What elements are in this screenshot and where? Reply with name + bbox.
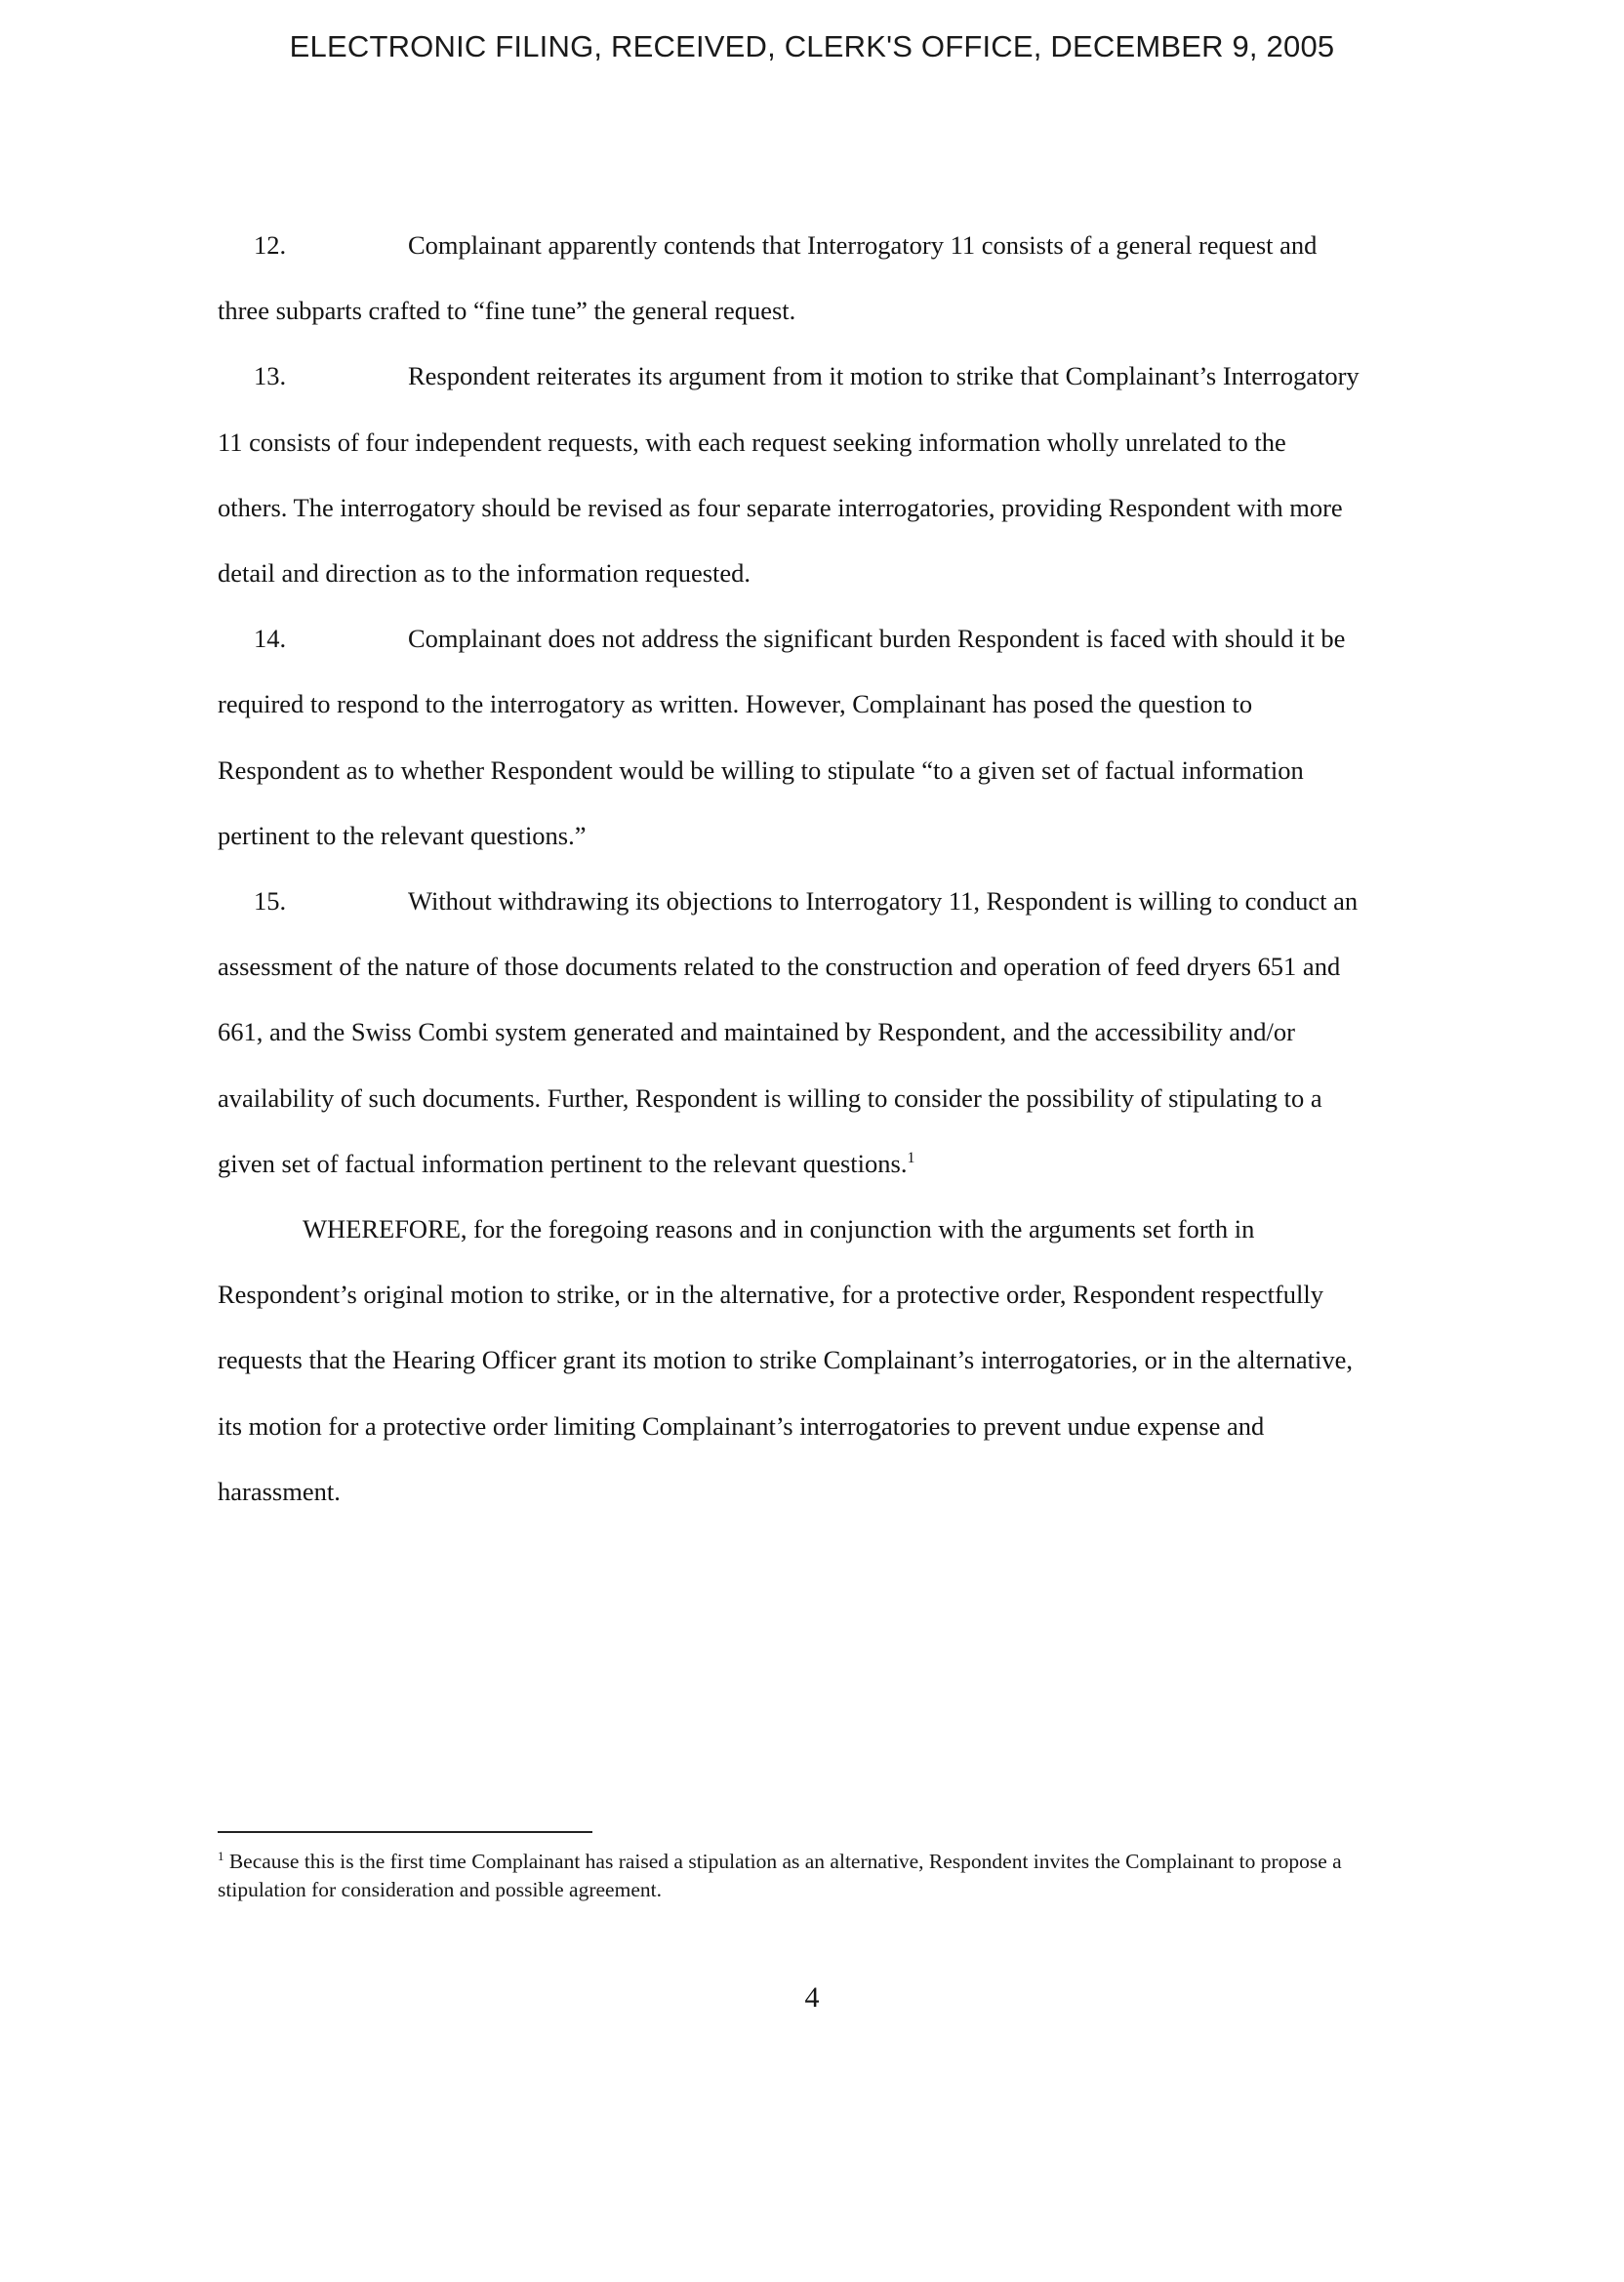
paragraph-number: 12. xyxy=(254,230,287,260)
page-number: 4 xyxy=(804,1981,820,2014)
paragraph-15 xyxy=(218,869,1361,1197)
paragraph-number: 15. xyxy=(254,886,287,917)
paragraph-text: Respondent reiterates its argument from it motion to strike that Complainant’s Interrogatory 11 consists of four independent requests, with each request seeking information wholly unrelated to the others. The interrogatory should be revised as four separate interrogatories, providing Respondent with more detail and direction as to the information requested. xyxy=(218,361,1360,589)
filing-stamp: ELECTRONIC FILING, RECEIVED, CLERK'S OFFICE, DECEMBER 9, 2005 xyxy=(289,29,1335,63)
footnote xyxy=(218,1848,1361,1904)
paragraph-12 xyxy=(218,213,1361,344)
paragraph-text: Complainant apparently contends that Interrogatory 11 consists of a general request and three subparts crafted to “fine tune” the general request. xyxy=(218,230,1318,326)
paragraph-13 xyxy=(218,344,1361,606)
footnote-divider xyxy=(218,1831,592,1833)
footnote-reference: 1 xyxy=(907,1150,915,1167)
paragraph-text: Without withdrawing its objections to Interrogatory 11, Respondent is willing to conduct an assessment of the nature of those documents related to the construction and operation of feed dryers 651 and 661, and the Swiss Combi system generated and maintained by Respondent, and the accessibility and/or availability of such documents. Further, Respondent is willing to consider the possibility of stipulating to a given set of factual information pertinent to the relevant questions. xyxy=(218,886,1359,1178)
paragraph-text: Complainant does not address the significant burden Respondent is faced with should it be required to respond to the interrogatory as written. However, Complainant has posed the question to Respondent as to whether Respondent would be willing to stipulate “to a given set of factual information pertinent to the relevant questions.” xyxy=(218,624,1346,850)
document-body xyxy=(218,213,1361,1525)
footnote-text: Because this is the first time Complainant has raised a stipulation as an alternative, Respondent invites the Complainant to propose a stipulation for consideration and possible agreement. xyxy=(218,1850,1342,1901)
footnote-marker: 1 xyxy=(218,1849,224,1863)
paragraph-number: 14. xyxy=(254,624,287,654)
closing-paragraph: WHEREFORE, for the foregoing reasons and in conjunction with the arguments set forth in Respondent’s original motion to strike, or in the alternative, for a protective order, Respondent respectfully requests that the Hearing Officer grant its motion to strike Complainant’s interrogatories, or in the alternative, its motion for a protective order limiting Complainant’s interrogatories to prevent undue expense and harassment. xyxy=(218,1214,1353,1506)
paragraph-number: 13. xyxy=(254,361,287,391)
paragraph-14 xyxy=(218,606,1361,869)
